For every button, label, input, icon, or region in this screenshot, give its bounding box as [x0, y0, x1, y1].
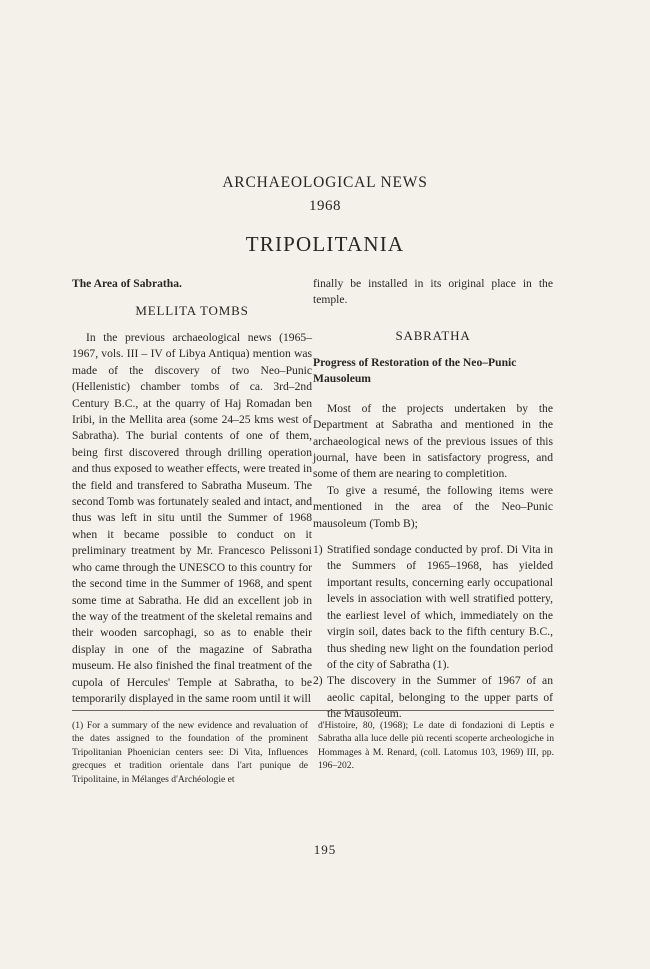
list-item-number: 2) — [313, 674, 323, 688]
list-item — [313, 542, 553, 673]
sabratha-heading: SABRATHA — [395, 327, 471, 343]
area-heading: The Area of Sabratha. — [72, 277, 182, 290]
list-item-text: The discovery in the Summer of 1967 of an aeolic capital, belonging to the upper parts of the Mausoleum. — [327, 674, 553, 721]
continued-paragraph: finally be installed in its original place in the temple. — [313, 277, 553, 307]
list-item-text: Stratified sondage conducted by prof. Di Vita in the Summers of 1965–1968, has yielded important results, concerning early occupational levels in association with well stratified pottery, the earliest level of which, immediately on the virgin soil, dates back to the fifth century B.C., thus sheding new light on the foundation period of the city of Sabratha (1). — [327, 543, 553, 671]
year-heading: 1968 — [309, 198, 341, 214]
region-title: TRIPOLITANIA — [245, 232, 405, 256]
journal-heading: ARCHAEOLOGICAL NEWS — [222, 174, 428, 191]
list-item-number: 1) — [313, 543, 323, 557]
right-column — [313, 276, 553, 723]
mellita-paragraph: In the previous archaeological news (1965–1967, vols. III – IV of Libya Antiqua) mention was made of the discovery of two Neo–Punic (Hellenistic) chamber tombs of ca. 3rd–2nd Century B.C., at the quarry of Haj Romadan ben Iribi, in the Mellita area (some 24–25 kms west of Sabratha). The burial contents of one of them, being first discovered through drilling operation and thus exposed to weather effects, were treated in the field and transfered to Sabratha Museum. The second Tomb was fortunately sealed and intact, and thus was left in situ until the Summer of 1968 when it became possible to conduct on it preliminary treatment by Mr. Francesco Pelissoni who came through the UNESCO to this country for the second time in the Summer of 1968, and spent some time at Sabratha. He did an excellent job in the way of the treatment of the skeletal remains and their wooden sarcophagi, so as to enable their display in one of the magazine of Sabratha museum. He also finished the final treatment of the cupola of Hercules' Temple at Sabratha, to be temporarily displayed in the same room until it will — [72, 331, 312, 705]
footnote-left: (1) For a summary of the new evidence and revaluation of the dates assigned to the foundation of the prominent Tripolitanian Phoenician centers see: Di Vita, Influences grecques et tradition orientale dans l'art punique de Tripolitaine, in Mélanges d'Archéologie et — [72, 720, 308, 785]
mellita-tombs-heading: MELLITA TOMBS — [135, 303, 249, 318]
page-number: 195 — [313, 842, 337, 857]
left-column — [72, 276, 312, 707]
resume-paragraph: To give a resumé, the following items were mentioned in the area of the Neo–Punic mausoleum (Tomb B); — [313, 483, 553, 530]
list-item — [313, 673, 553, 722]
items-list — [313, 542, 553, 722]
restoration-heading: Progress of Restoration of the Neo–Punic Mausoleum — [313, 355, 517, 385]
footnote-rule — [72, 710, 554, 711]
footnote-right: d'Histoire, 80, (1968); Le date di fondazioni di Leptis e Sabratha alla luce delle più recenti scoperte archeologiche in Hommages à M. Renard, (coll. Latomus 103, 1969) III, pp. 196–202. — [318, 720, 554, 772]
projects-paragraph: Most of the projects undertaken by the Department at Sabratha and mentioned in the archaeological news of the previous issues of this journal, have been in satisfactory progress, and some of them are nearing to completition. — [313, 401, 553, 481]
